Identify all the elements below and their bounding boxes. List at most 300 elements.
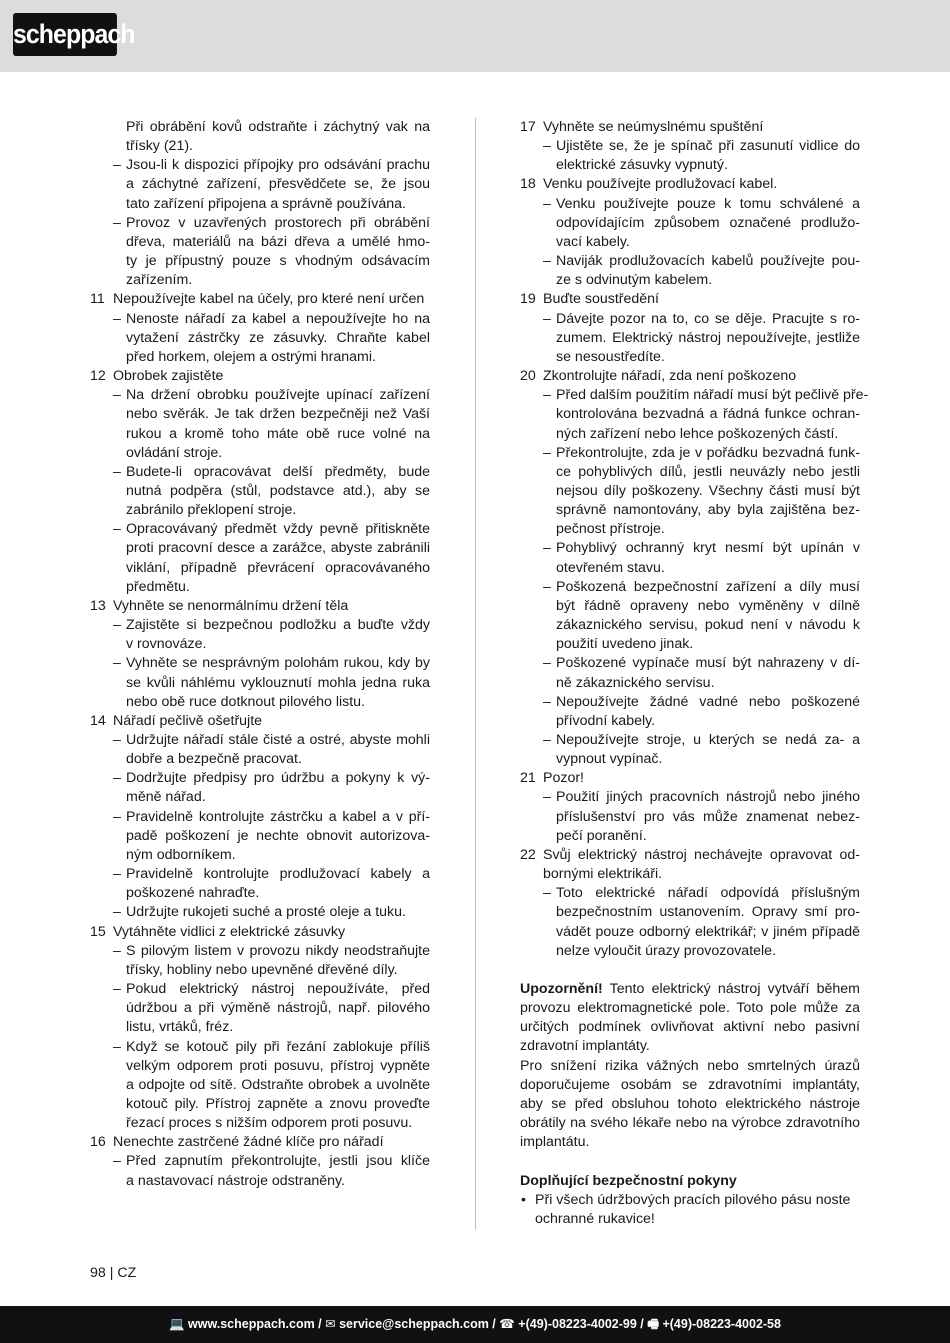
- dash-marker: –: [543, 655, 551, 672]
- text-line: [90, 482, 430, 501]
- dash-marker: –: [543, 732, 551, 748]
- text-line: [90, 1095, 430, 1114]
- continuation-text: zařízením.: [126, 272, 193, 289]
- text-line: [90, 923, 430, 942]
- text-line: [520, 539, 860, 558]
- text-line: [520, 1191, 860, 1210]
- continuation-text: v rovnováze.: [126, 636, 207, 653]
- item-heading: Svůj elektrický nástroj nechávejte opravovat od-: [543, 846, 860, 863]
- continuation-text: použití uvedeno jinak.: [556, 636, 694, 653]
- text-line: [90, 444, 430, 463]
- item-number: 18: [520, 176, 536, 193]
- continuation-text: nebo svěrák. Je tak držen bezpečněji než Vaší: [126, 406, 430, 423]
- continuation-text: vytažení zástrčky ze zásuvky. Chraňte kabel: [126, 329, 430, 346]
- text-line: [520, 1114, 860, 1133]
- continuation-text: údržbou a při výměně nástrojů, např. pilového: [126, 1000, 430, 1017]
- text-line: [520, 1076, 860, 1095]
- text-line: [90, 405, 430, 424]
- right-column: [520, 118, 869, 1229]
- text-line: [520, 1095, 860, 1114]
- text-line: [520, 1037, 860, 1056]
- item-number: 22: [520, 846, 536, 863]
- paragraph-text: [520, 1095, 860, 1114]
- scheppach-logo: scheppach: [13, 13, 117, 56]
- indent: [90, 156, 113, 175]
- continuation-text: ovládání stroje.: [126, 444, 223, 461]
- text-line: [520, 788, 860, 807]
- paragraph-text: [520, 1076, 860, 1095]
- indent: [90, 1152, 113, 1171]
- text-line: [520, 597, 860, 616]
- item-number: 11: [90, 291, 105, 308]
- indent: [90, 214, 113, 233]
- paragraph-text: [520, 1037, 860, 1056]
- text-line: [520, 501, 860, 520]
- text-line: [520, 252, 860, 271]
- item-number: 16: [90, 1134, 106, 1151]
- text-line: [90, 539, 430, 558]
- item-text: Ujistěte se, že je spínač při zasunutí vidlice do: [556, 138, 860, 155]
- dash-marker: –: [543, 387, 551, 404]
- continuation-text: viklání, případně převrácení opracovávaného: [126, 559, 430, 576]
- bullet-text: Při všech údržbových pracích pilového pásu noste: [535, 1191, 851, 1208]
- text-line: [90, 310, 430, 329]
- text-line: [90, 1172, 430, 1191]
- text-line: [520, 1172, 860, 1191]
- text-line: [90, 750, 430, 769]
- text-line: [520, 118, 860, 137]
- text-line: [520, 463, 860, 482]
- text-line: [90, 597, 430, 616]
- indent: [520, 386, 543, 405]
- text-line: [90, 329, 430, 348]
- indent: [520, 693, 543, 712]
- text-line: [520, 482, 860, 501]
- text-line: [520, 367, 860, 386]
- item-heading: Nenechte zastrčené žádné klíče pro nářadí: [113, 1134, 384, 1151]
- continuation-text: odpovídajícím způsobem označené prodlužo-: [556, 214, 860, 231]
- item-heading: Venku používejte prodlužovací kabel.: [543, 176, 778, 193]
- text-line: [90, 463, 430, 482]
- text-line: [90, 942, 430, 961]
- indent: [520, 195, 543, 214]
- text-line: [520, 635, 860, 654]
- text-line: [90, 367, 430, 386]
- dash-marker: –: [543, 885, 551, 902]
- text-line: [90, 712, 430, 731]
- text-line: [90, 1133, 430, 1152]
- item-text: Udržujte rukojeti suché a prosté oleje a tuku.: [126, 904, 406, 921]
- continuation-text: listu, vrtáků, fréz.: [126, 1019, 234, 1036]
- item-text: S pilovým listem v provozu nikdy neodstraňujte: [126, 942, 430, 959]
- text-line: [520, 195, 860, 214]
- text-line: [520, 980, 860, 999]
- indent: [520, 884, 543, 903]
- indent: [520, 654, 543, 673]
- bullet-marker: •: [521, 1191, 526, 1208]
- indent: [90, 808, 113, 827]
- text-line: [520, 156, 860, 175]
- item-heading: Pozor!: [543, 770, 585, 787]
- text-line: [520, 271, 860, 290]
- continuation-text: ných zařízení nebo lehce poškozených částí.: [556, 425, 839, 442]
- item-heading: Vyhněte se neúmyslnému spuštění: [543, 119, 764, 135]
- text-line: [90, 214, 430, 233]
- text-line: [90, 654, 430, 673]
- text-line: [90, 693, 430, 712]
- continuation-text: a nastavovací nástroje odstraněny.: [126, 1172, 345, 1189]
- continuation-text: měně nářad.: [126, 789, 206, 806]
- continuation-text: velkým odporem proti posuvu, přístroj vypněte: [126, 1057, 430, 1074]
- text-line: [90, 884, 430, 903]
- continuation-text: zákaznického servisu, pokud není v návodu k: [556, 617, 860, 634]
- continuation-text: elektrické zásuvky vypnutý.: [556, 157, 728, 174]
- continuation-text: vádět pouze odborný elektrikář; v jiném případě: [556, 923, 860, 940]
- item-text: Zajistěte si bezpečnou podložku a buďte vždy: [126, 617, 430, 634]
- page-number: 98 | CZ: [90, 1265, 137, 1281]
- indent: [520, 444, 543, 463]
- item-number: 17: [520, 119, 536, 135]
- item-heading: Obrobek zajistěte: [113, 368, 224, 385]
- text-line: [90, 118, 430, 137]
- continuation-text: nebo obě ruce dotknout pilového listu.: [126, 693, 365, 710]
- indent: [90, 520, 113, 539]
- dash-marker: –: [113, 808, 121, 825]
- text-line: [90, 1114, 430, 1133]
- item-text: Budete-li opracovávat delší předměty, bude: [126, 463, 430, 480]
- paragraph-text: [520, 1114, 860, 1133]
- text-line: [90, 616, 430, 635]
- dash-marker: –: [113, 157, 121, 174]
- indent: [520, 137, 543, 156]
- indent: [520, 539, 543, 558]
- item-number: 20: [520, 368, 536, 385]
- paragraph-run: Tento elektrický nástroj vytváří během: [602, 981, 860, 998]
- text-line: [90, 903, 430, 922]
- dash-marker: –: [543, 138, 551, 155]
- paragraph-run: provozu elektromagnetické pole. Toto pole může za: [520, 1000, 860, 1017]
- dash-marker: –: [543, 195, 551, 212]
- continuation-text: kotouč pily. Přístroj zapněte a znovu proveďte: [126, 1095, 430, 1112]
- indent: [90, 980, 113, 999]
- item-text: Pravidelně kontrolujte prodlužovací kabely a: [126, 866, 430, 883]
- dash-marker: –: [543, 310, 551, 327]
- item-text: Nepoužívejte žádné vadné nebo poškozené: [556, 693, 860, 710]
- indent: [90, 769, 113, 788]
- text-line: [90, 290, 430, 309]
- dash-marker: –: [113, 942, 121, 959]
- paragraph-gap: [520, 961, 860, 980]
- indent: [90, 865, 113, 884]
- continuation-text: ně zákaznického servisu.: [556, 674, 715, 691]
- paragraph-run: určitých podmínek ovlivňovat aktivní nebo pasivní: [520, 1019, 860, 1036]
- dash-marker: –: [543, 578, 551, 595]
- text-line: [90, 520, 430, 539]
- continuation-text: bornými elektrikáři.: [543, 866, 663, 883]
- paragraph-text: [520, 1133, 860, 1152]
- text-line: [520, 827, 860, 846]
- text-line: [520, 923, 860, 942]
- paragraph-text: [520, 1172, 860, 1191]
- text-line: [90, 846, 430, 865]
- item-text: Dodržujte předpisy pro údržbu a pokyny k vý-: [126, 770, 430, 787]
- text-line: [520, 903, 860, 922]
- indent: [90, 903, 113, 922]
- text-line: [520, 175, 860, 194]
- item-text: Jsou-li k dispozici přípojky pro odsávání prachu: [126, 157, 430, 174]
- continuation-text: vací kabely.: [556, 233, 630, 250]
- item-heading: Vyhněte se nenormálnímu držení těla: [113, 597, 349, 614]
- dash-marker: –: [113, 981, 121, 998]
- paragraph-text: [520, 999, 860, 1018]
- text-line: [90, 999, 430, 1018]
- dash-marker: –: [113, 655, 121, 672]
- paragraph-gap: [520, 1152, 860, 1171]
- text-line: [520, 846, 860, 865]
- indent: [90, 731, 113, 750]
- item-text: Provoz v uzavřených prostorech při obrábění: [126, 214, 430, 231]
- item-text: Použití jiných pracovních nástrojů nebo jiného: [556, 789, 860, 806]
- text-line: [90, 1152, 430, 1171]
- item-text: Naviják prodlužovacích kabelů používejte pou-: [556, 253, 860, 270]
- text-line: [90, 137, 430, 156]
- text-line: [520, 329, 860, 348]
- continuation-text: pečnost přístroje.: [556, 521, 665, 538]
- text-line: [90, 559, 430, 578]
- paragraph-text: [520, 980, 860, 999]
- contact-footer: 💻 www.scheppach.com / ✉ service@scheppach.com / ☎ +(49)-08223-4002-99 / 🖷 +(49)-08223-4002-58: [0, 1306, 950, 1343]
- text-line: [520, 290, 860, 309]
- dash-marker: –: [113, 732, 121, 748]
- text-line: [90, 252, 430, 271]
- text-line: [90, 386, 430, 405]
- continuation-text: řezací proces s nižším odporem proti posuvu.: [126, 1115, 413, 1132]
- item-number: 19: [520, 291, 536, 308]
- text-line: [520, 731, 860, 750]
- text-line: [520, 654, 860, 673]
- item-number: 15: [90, 923, 106, 940]
- text-line: [90, 156, 430, 175]
- indent: [520, 310, 543, 329]
- indent: [90, 310, 113, 329]
- item-heading: Vytáhněte vidlici z elektrické zásuvky: [113, 923, 346, 940]
- item-text: Pravidelně kontrolujte zástrčku a kabel a v pří-: [126, 808, 430, 825]
- paragraph-run: obrátily na svého lékaře nebo na výrobce zdravotního: [520, 1115, 860, 1132]
- continuation-text: rukou a kromě toho máte obě ruce volné na: [126, 425, 430, 442]
- item-heading: Zkontrolujte nářadí, zda není poškozeno: [543, 368, 797, 385]
- text-line: [90, 731, 430, 750]
- text-line: [520, 750, 860, 769]
- text-line: [90, 1038, 430, 1057]
- continuation-text: ce pohyblivých dílů, jestli neuvázly nebo jestli: [556, 463, 860, 480]
- text-line: [520, 1018, 860, 1037]
- indent: [520, 578, 543, 597]
- item-number: 12: [90, 368, 106, 385]
- text-line: [90, 769, 430, 788]
- dash-marker: –: [113, 1038, 121, 1055]
- item-text: Před zapnutím překontrolujte, jestli jsou klíče: [126, 1153, 430, 1170]
- text-line: [520, 578, 860, 597]
- item-text: Venku používejte pouze k tomu schválené a: [556, 195, 860, 212]
- indent: [90, 654, 113, 673]
- paragraph-run: zdravotní implantáty.: [520, 1038, 650, 1055]
- item-text: Poškozené vypínače musí být nahrazeny v dí-: [556, 655, 860, 672]
- continuation-text: nutná podpěra (stůl, podstavce atd.), aby se: [126, 482, 430, 499]
- dash-marker: –: [543, 253, 551, 270]
- continuation-text: ným odborníkem.: [126, 846, 236, 863]
- text-line: [520, 674, 860, 693]
- text-line: [520, 1133, 860, 1152]
- text-line: [520, 769, 860, 788]
- paragraph-run: doporučujeme osobám se zdravotními implantáty,: [520, 1076, 860, 1093]
- text-line: [90, 1076, 430, 1095]
- text-line: [90, 961, 430, 980]
- continuation-text: a záchytné zařízení, přesvědčete se, že jsou: [126, 176, 430, 193]
- indent: [520, 252, 543, 271]
- dash-marker: –: [113, 770, 121, 787]
- item-text: Toto elektrické nářadí odpovídá příslušným: [556, 885, 860, 902]
- indent: [520, 788, 543, 807]
- dash-marker: –: [543, 540, 551, 557]
- continuation-text: se kvůli náhlému vyklouznutí mohla jedna ruka: [126, 674, 430, 691]
- continuation-text: dobře a bezpečně pracovat.: [126, 751, 302, 768]
- item-number: 21: [520, 770, 536, 787]
- item-text: Opracovávaný předmět vždy pevně přitiskněte: [126, 521, 430, 538]
- text-line: [90, 425, 430, 444]
- dash-marker: –: [113, 521, 121, 538]
- dash-marker: –: [113, 904, 121, 921]
- bold-lead: Doplňující bezpečnostní pokyny: [520, 1172, 737, 1189]
- dash-marker: –: [113, 214, 121, 231]
- continuation-text: být řádně opraveny nebo vyměněny v dílně: [556, 597, 860, 614]
- text-line: [520, 310, 860, 329]
- continuation-text: kontrolována bezvadná a řádná funkce ochran-: [556, 406, 860, 423]
- item-text: Udržujte nářadí stále čisté a ostré, abyste mohli: [126, 732, 430, 748]
- dash-marker: –: [113, 866, 121, 883]
- paragraph-run: implantátu.: [520, 1134, 590, 1151]
- text-line: [90, 674, 430, 693]
- text-line: [520, 444, 860, 463]
- paragraph-run: Pro snížení rizika vážných nebo smrtelných úrazů: [520, 1057, 860, 1074]
- text-line: [90, 233, 430, 252]
- dash-marker: –: [113, 617, 121, 634]
- column-divider: [475, 118, 476, 1230]
- text-line: [90, 1057, 430, 1076]
- continuation-text: ty je přípustný pouze s vhodným odsávacím: [126, 253, 430, 270]
- paragraph-text: [520, 1057, 860, 1076]
- text-line: [90, 827, 430, 846]
- continuation-text: se nesoustředíte.: [556, 348, 665, 365]
- item-text: Nepoužívejte stroje, u kterých se nedá za- a: [556, 732, 860, 748]
- item-text: Na držení obrobku používejte upínací zařízení: [126, 387, 430, 404]
- text-line: [520, 999, 860, 1018]
- continuation-text: třísky, hobliny nebo upevněné dřevěné díly.: [126, 961, 398, 978]
- item-text: Před dalším použitím nářadí musí být pečlivě pře-: [556, 387, 869, 404]
- item-text: Poškozená bezpečnostní zařízení a díly musí: [556, 578, 860, 595]
- continuation-text: ze s odvinutým kabelem.: [556, 272, 713, 289]
- text-line: [520, 808, 860, 827]
- text-line: [520, 942, 860, 961]
- page-header: [0, 0, 950, 72]
- text-line: [520, 137, 860, 156]
- text-line: [90, 175, 430, 194]
- continuation-text: nelze vyloučit úrazy provozovatele.: [556, 942, 777, 959]
- text-line: [90, 195, 430, 214]
- text-line: [520, 348, 860, 367]
- item-number: 14: [90, 712, 106, 729]
- indent: [90, 463, 113, 482]
- continuation-text: pečí poranění.: [556, 827, 647, 844]
- text-line: [90, 348, 430, 367]
- text-line: [520, 405, 860, 424]
- item-text: Když se kotouč pily při řezání zablokuje příliš: [126, 1038, 430, 1055]
- continuation-text: Při obrábění kovů odstraňte i záchytný vak na: [126, 119, 430, 135]
- dash-marker: –: [543, 693, 551, 710]
- text-line: [520, 559, 860, 578]
- continuation-text: přívodní kabely.: [556, 712, 656, 729]
- indent: [90, 386, 113, 405]
- item-text: Překontrolujte, zda je v pořádku bezvadná funk-: [556, 444, 860, 461]
- paragraph-run: aby se před obsluhou tohoto elektrického nástroje: [520, 1095, 860, 1112]
- dash-marker: –: [113, 463, 121, 480]
- dash-marker: –: [113, 387, 121, 404]
- dash-marker: –: [113, 1153, 121, 1170]
- continuation-text: předmětu.: [126, 578, 190, 595]
- text-line: [520, 386, 869, 405]
- indent: [90, 616, 113, 635]
- continuation-text: příslušenství pro vás může znamenat nebez-: [556, 808, 860, 825]
- indent: [90, 942, 113, 961]
- text-line: [520, 233, 860, 252]
- item-heading: Buďte soustředění: [543, 291, 659, 308]
- item-text: Pokud elektrický nástroj nepoužíváte, před: [126, 981, 430, 998]
- continuation-text: nejsou díly poškozeny. Všechny části musí být: [556, 482, 860, 499]
- item-heading: Nepoužívejte kabel na účely, pro které není určen: [113, 291, 425, 308]
- text-line: [520, 712, 860, 731]
- text-line: [520, 884, 860, 903]
- dash-marker: –: [113, 310, 121, 327]
- text-line: [520, 865, 860, 884]
- indent: [90, 1038, 113, 1057]
- continuation-text: dřeva, materiálů na bázi dřeva a umělé hmo-: [126, 233, 430, 250]
- text-line: [90, 635, 430, 654]
- item-heading: Nářadí pečlivě ošetřujte: [113, 712, 263, 729]
- text-line: [520, 214, 860, 233]
- dash-marker: –: [543, 789, 551, 806]
- text-line: [520, 425, 860, 444]
- dash-marker: –: [543, 444, 551, 461]
- text-line: [90, 1018, 430, 1037]
- bullet-continuation: ochranné rukavice!: [535, 1210, 655, 1227]
- indent: [520, 731, 543, 750]
- text-line: [90, 865, 430, 884]
- continuation-text: vypnout vypínač.: [556, 751, 663, 768]
- text-line: [90, 578, 430, 597]
- continuation-text: zumem. Elektrický nástroj nepoužívejte, jestliže: [556, 329, 860, 346]
- text-line: [520, 1210, 860, 1229]
- text-line: [90, 271, 430, 290]
- continuation-text: správně namontovány, aby byla zajištěna bez-: [556, 502, 860, 519]
- item-number: 13: [90, 597, 106, 614]
- continuation-text: padě poškození je nechte obnovit autorizova-: [126, 827, 430, 844]
- continuation-text: otevřeném stavu.: [556, 559, 665, 576]
- continuation-text: a odpojte od sítě. Odstraňte obrobek a uvolněte: [126, 1076, 430, 1093]
- item-text: Nenoste nářadí za kabel a nepoužívejte ho na: [126, 310, 430, 327]
- continuation-text: tato zařízení připojena a správně používána.: [126, 195, 406, 212]
- text-line: [90, 788, 430, 807]
- left-column: [90, 118, 430, 1191]
- text-line: [90, 501, 430, 520]
